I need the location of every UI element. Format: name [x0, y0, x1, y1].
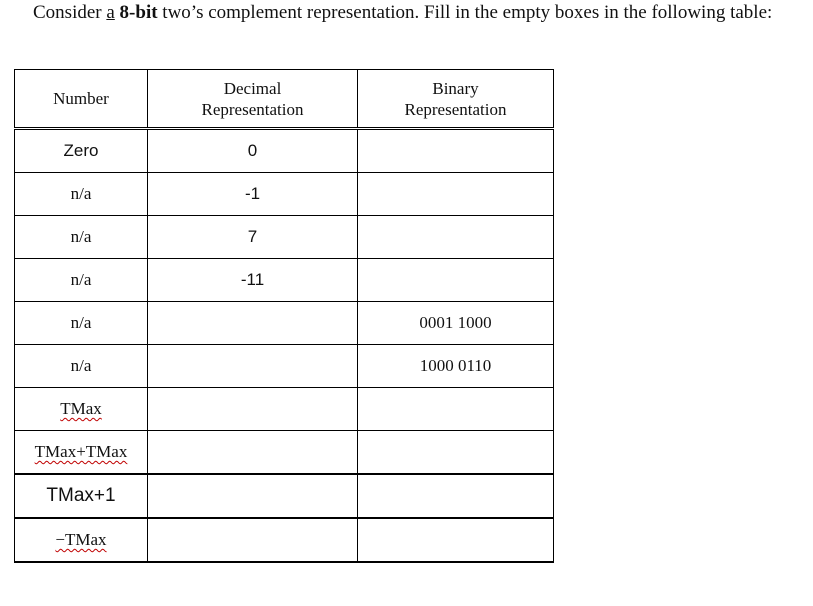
cell-number: [15, 302, 148, 345]
cell-binary[interactable]: [358, 173, 554, 216]
cell-decimal[interactable]: [148, 345, 358, 388]
table-row: [15, 388, 554, 431]
cell-binary[interactable]: [358, 216, 554, 259]
decimal-value: -11: [240, 270, 265, 289]
number-label: n/a: [70, 227, 92, 246]
header-binary-line1: Binary: [432, 78, 479, 98]
prompt-article: a: [106, 2, 115, 23]
table-row: [15, 474, 554, 518]
decimal-value: -1: [244, 184, 261, 203]
cell-decimal[interactable]: [148, 173, 358, 216]
cell-number: [15, 129, 148, 173]
table-row: [15, 173, 554, 216]
header-binary-line2: Representation: [404, 99, 507, 119]
cell-decimal[interactable]: [148, 431, 358, 475]
table-header-row: [15, 70, 554, 129]
cell-number: [15, 216, 148, 259]
header-decimal-line2: Representation: [201, 99, 304, 119]
number-label: TMax: [60, 399, 102, 418]
number-label: Zero: [63, 141, 99, 160]
decimal-value: 7: [247, 227, 258, 246]
cell-number: [15, 474, 148, 518]
number-label: TMax+1: [46, 485, 116, 506]
header-number: [15, 70, 148, 129]
cell-decimal[interactable]: [148, 129, 358, 173]
representation-table: [14, 69, 554, 563]
cell-binary[interactable]: [358, 518, 554, 562]
cell-binary[interactable]: [358, 388, 554, 431]
cell-binary[interactable]: [358, 259, 554, 302]
binary-value: 1000 0110: [419, 356, 492, 375]
table-row: [15, 216, 554, 259]
cell-number: [15, 431, 148, 475]
table-row: [15, 129, 554, 173]
cell-decimal[interactable]: [148, 302, 358, 345]
cell-binary[interactable]: [358, 302, 554, 345]
table-row: [15, 259, 554, 302]
cell-binary[interactable]: [358, 129, 554, 173]
number-label: n/a: [70, 270, 92, 289]
number-label: n/a: [70, 356, 92, 375]
header-decimal: [148, 70, 358, 129]
cell-number: [15, 173, 148, 216]
cell-decimal[interactable]: [148, 259, 358, 302]
prompt-text-1: Consider: [33, 2, 107, 23]
header-decimal-line1: Decimal: [223, 78, 282, 98]
cell-decimal[interactable]: [148, 474, 358, 518]
number-label: n/a: [70, 184, 92, 203]
decimal-value: 0: [247, 141, 258, 160]
cell-binary[interactable]: [358, 474, 554, 518]
table-row: [15, 345, 554, 388]
header-binary: [358, 70, 554, 129]
number-label: −TMax: [55, 530, 107, 549]
header-number-label: Number: [53, 89, 109, 108]
cell-binary[interactable]: [358, 431, 554, 475]
number-label: TMax+TMax: [34, 442, 128, 461]
cell-decimal[interactable]: [148, 388, 358, 431]
table-row: [15, 518, 554, 562]
problem-prompt: [33, 2, 772, 24]
table-row: [15, 302, 554, 345]
cell-decimal[interactable]: [148, 518, 358, 562]
number-label: n/a: [70, 313, 92, 332]
cell-number: [15, 259, 148, 302]
prompt-text-3: two’s complement representation. Fill in the empty boxes in the following table:: [157, 2, 773, 23]
cell-number: [15, 345, 148, 388]
cell-number: [15, 388, 148, 431]
cell-binary[interactable]: [358, 345, 554, 388]
cell-number: [15, 518, 148, 562]
cell-decimal[interactable]: [148, 216, 358, 259]
binary-value: 0001 1000: [419, 313, 492, 332]
prompt-bold-bitwidth: 8-bit: [119, 2, 158, 23]
table-row: [15, 431, 554, 475]
